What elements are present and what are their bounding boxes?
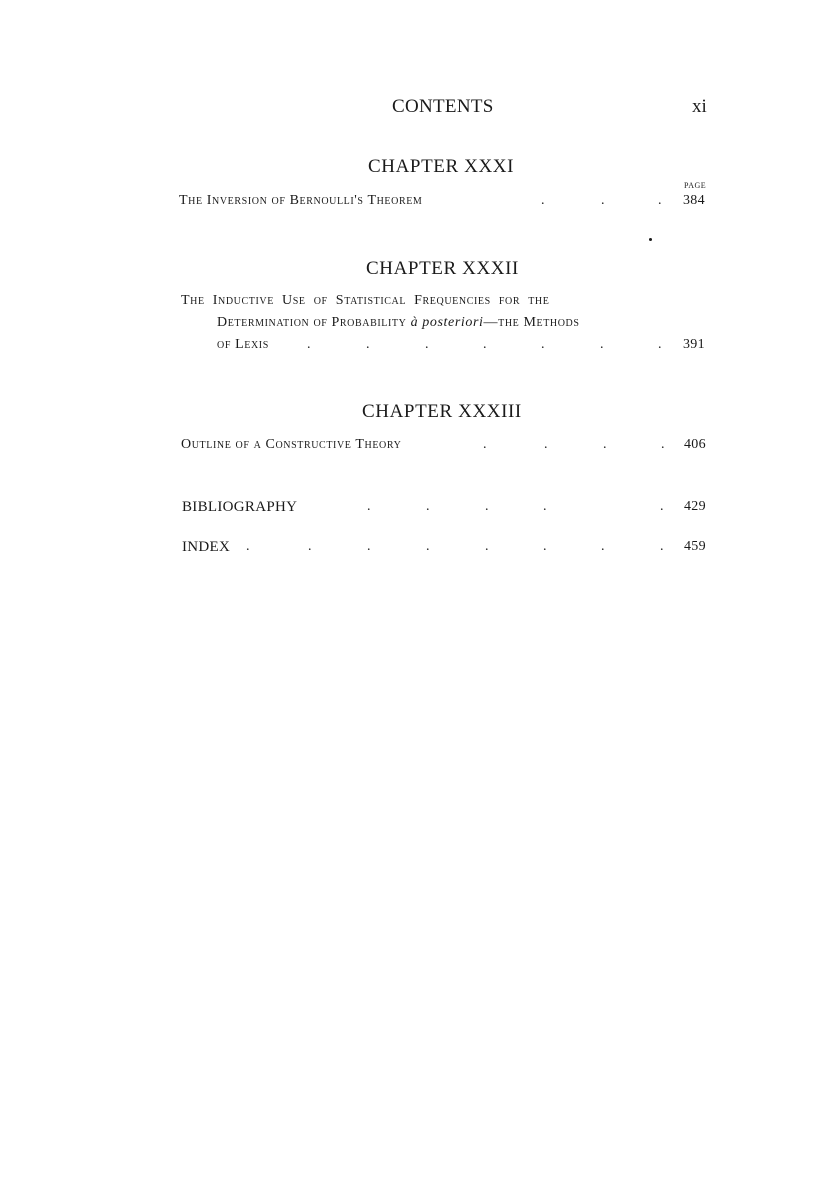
toc-entry-title-line3: of Lexis	[217, 337, 269, 352]
leader-dot: .	[425, 337, 429, 352]
leader-dot: .	[601, 193, 605, 208]
leader-dot: .	[308, 539, 312, 554]
toc-entry-title-segment: —the Methods	[483, 315, 580, 330]
back-matter-title: INDEX	[182, 539, 231, 555]
leader-dot: .	[483, 437, 487, 452]
leader-dot: .	[367, 499, 371, 514]
leader-dot: .	[426, 499, 430, 514]
leader-dot: .	[426, 539, 430, 554]
leader-dot: .	[543, 539, 547, 554]
leader-dot: .	[600, 337, 604, 352]
toc-entry-page: 391	[683, 337, 705, 352]
toc-entry-page: 384	[683, 193, 705, 208]
toc-entry-title: The Inversion of Bernoulli's Theorem	[179, 193, 423, 208]
back-matter-page: 429	[684, 499, 706, 514]
chapter-heading: CHAPTER XXXIII	[362, 401, 522, 422]
leader-dot: .	[483, 337, 487, 352]
toc-entry-title: Outline of a Constructive Theory	[181, 437, 402, 452]
page-number: xi	[692, 96, 707, 117]
leader-dot: .	[367, 539, 371, 554]
leader-dot: .	[603, 437, 607, 452]
leader-dot: .	[660, 499, 664, 514]
toc-entry-title-line2	[217, 315, 580, 331]
page-column-label: PAGE	[684, 181, 707, 190]
leader-dot: .	[246, 539, 250, 554]
back-matter-page: 459	[684, 539, 706, 554]
leader-dot: .	[307, 337, 311, 352]
leader-dot: .	[541, 193, 545, 208]
chapter-heading: CHAPTER XXXI	[368, 156, 515, 177]
leader-dot: .	[543, 499, 547, 514]
back-matter-title: BIBLIOGRAPHY	[182, 499, 298, 515]
chapter-heading: CHAPTER XXXII	[366, 258, 519, 279]
leader-dot: .	[544, 437, 548, 452]
toc-entry-title-line1: The Inductive Use of Statistical Frequencies for the	[181, 293, 550, 308]
leader-dot: .	[660, 539, 664, 554]
running-title: CONTENTS	[392, 96, 494, 117]
leader-dot: .	[601, 539, 605, 554]
leader-dot: .	[661, 437, 665, 452]
leader-dot: .	[541, 337, 545, 352]
ink-speck	[649, 238, 652, 241]
toc-entry-title-italic: à posteriori	[410, 315, 484, 330]
leader-dot: .	[658, 337, 662, 352]
leader-dot: .	[485, 539, 489, 554]
toc-entry-title-segment: Determination of Probability	[217, 315, 407, 330]
leader-dot: .	[485, 499, 489, 514]
leader-dot: .	[366, 337, 370, 352]
toc-entry-page: 406	[684, 437, 706, 452]
leader-dot: .	[658, 193, 662, 208]
